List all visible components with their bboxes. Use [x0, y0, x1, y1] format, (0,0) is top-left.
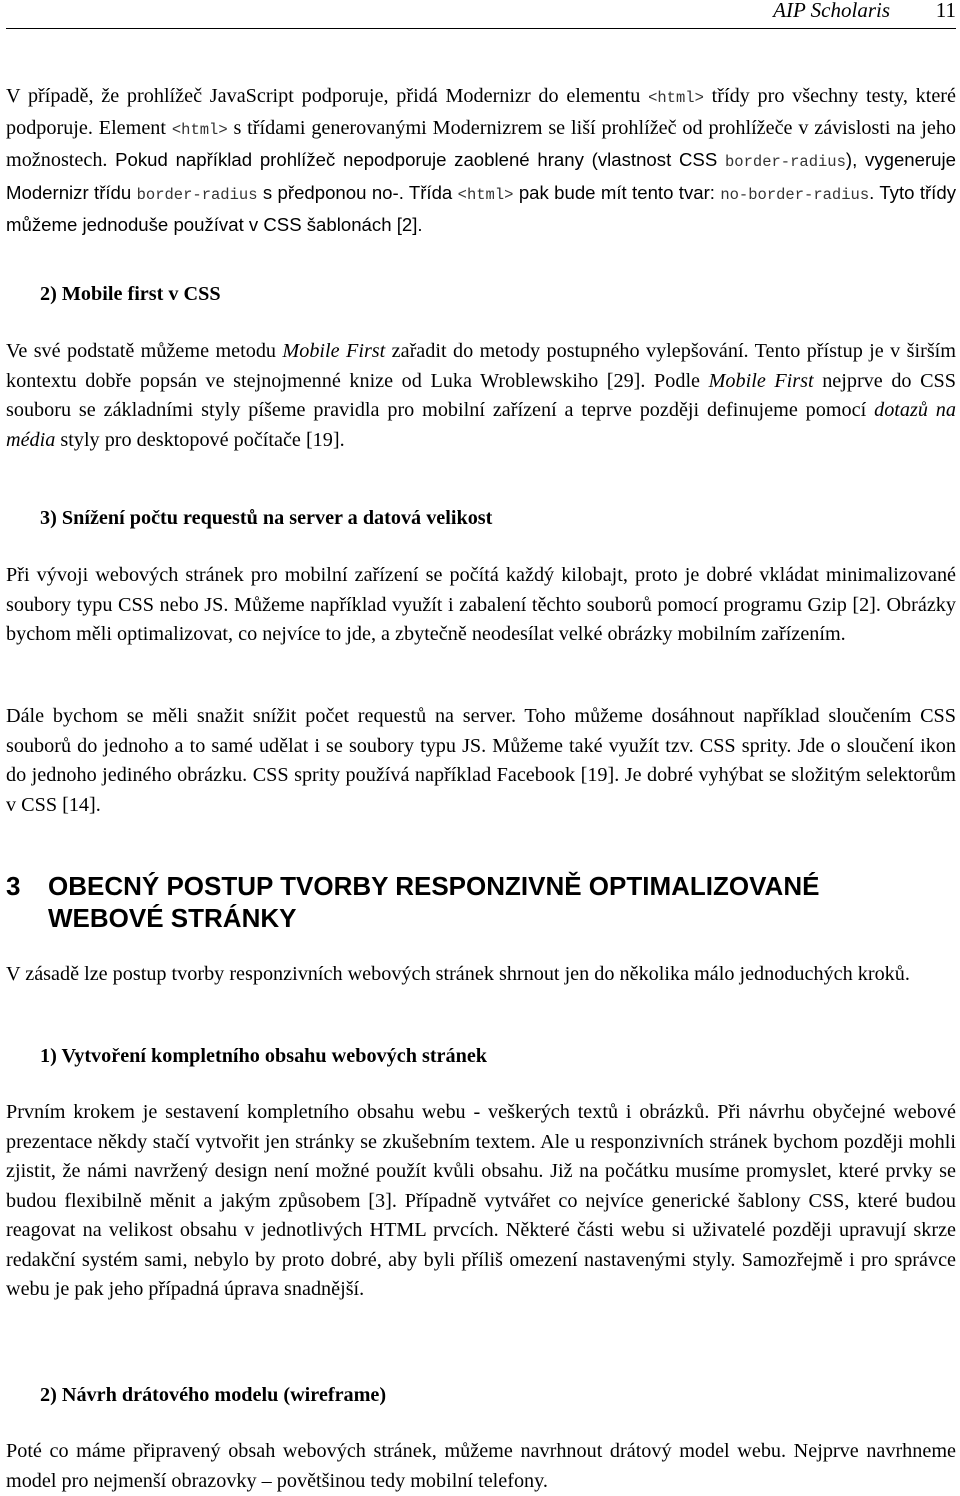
code-border-radius: border-radius — [136, 185, 258, 204]
text-run: Ve své podstatě můžeme metodu — [6, 340, 283, 362]
heading-number: 1) — [40, 1045, 57, 1067]
paragraph-content: Prvním krokem je sestavení kompletního obsahu webu - veškerých textů i obrázků. Při návrhu obyčejné webové prezentace někdy stačí vytvořit jen stránky se zkušebním textem. Ale u responzivních stránek bychom později mohli zjistit, že námi navržený design není možné použít kvůli obsahu. Již na počátku musíme promyslet, které prvky se budou flexibilně měnit a jakým způsobem [3]. Případně vytvářet co nejvíce generické šablony CSS, které budou reagovat na velikost obsahu v jednotlivých HTML prvcích. Některé části webu si uživatelé později upravují skrze redakční systém sami, nebylo by proto dobré, aby byli příliš omezení nastavenými styly. Samozřejmě i pro správce webu je pak jeho případná úprava snadnější. — [6, 1101, 956, 1300]
code-html: <html> — [457, 185, 514, 204]
emphasis: Mobile First — [282, 340, 386, 362]
code-html: <html> — [648, 89, 704, 107]
emphasis: Mobile First — [708, 369, 814, 392]
paragraph-modernizr — [6, 82, 956, 241]
heading-number: 3) — [40, 507, 57, 529]
text-run: zařadit do metody postupného vylepšování. Tento přístup je v širším kontextu dobře popsán ve stejnojmenné knize od Luka Wroblewskiho [29]. Podle — [6, 340, 956, 392]
heading-text: Snížení počtu requestů na server a datová velikost — [61, 507, 493, 529]
text-run: . Tyto třídy můžeme jednoduše používat v CSS šablonách [2]. — [6, 181, 956, 235]
code-html: <html> — [171, 120, 228, 139]
paragraph-mobile-first — [6, 337, 956, 455]
text-run: Pokud například prohlížeč nepodporuje zaoblené hrany (vlastnost CSS — [115, 149, 725, 170]
heading-number: 2) — [40, 283, 57, 305]
paragraph-file-size: Při vývoji webových stránek pro mobilní zařízení se počítá každý kilobajt, proto je dobré vkládat minimalizované soubory typu CSS nebo JS. Můžeme například využít i zabalení těchto souborů pomocí programu Gzip [2]. Obrázky bychom měli optimalizovat, co nejvíce to jde, a zbytečně neodesílat velké obrázky mobilním zařízením. — [6, 564, 956, 645]
heading-number: 2) — [40, 1384, 57, 1406]
page-number: 11 — [935, 0, 956, 22]
text-run: s třídami generovanými Modernizrem se liší prohlížeč od prohlížeče v závislosti na jeho možnostech. — [6, 116, 957, 171]
chapter-number: 3 — [6, 871, 21, 901]
page-header — [6, 0, 956, 29]
emphasis: dotazů na média — [6, 399, 956, 451]
heading-text: Návrh drátového modelu (wireframe) — [61, 1384, 387, 1406]
paragraph-wireframe: Poté co máme připravený obsah webových stránek, můžeme navrhnout drátový model webu. Nejprve navrhneme model pro nejmenší obrazovky – povětšinou tedy mobilní telefony. — [6, 1440, 956, 1492]
heading-requests — [40, 507, 492, 530]
code-border-radius: border-radius — [724, 153, 846, 171]
text-run: ), vygeneruje Modernizr třídu — [6, 149, 956, 203]
heading-text: Mobile first v CSS — [61, 283, 221, 305]
chapter-heading — [6, 870, 956, 934]
text-run: styly pro desktopové počítače [19]. — [55, 428, 345, 451]
text-run: pak bude mít tento tvar: — [513, 181, 721, 203]
paragraph-requests: Dále bychom se měli snažit snížit počet requestů na server. Toho můžeme dosáhnout například sloučením CSS souborů do jednoho a to samé udělat i se soubory typu JS. Můžeme také využít tzv. CSS sprity. Jde o sloučení ikon do jednoho jediného obrázku. CSS sprity používá například Facebook [19]. Je dobré vyhýbat se složitým selektorům v CSS [14]. — [6, 705, 956, 816]
heading-mobile-first — [40, 283, 221, 306]
heading-content — [40, 1045, 487, 1068]
text-run: s předponou no-. Třída — [257, 181, 458, 203]
text-run: třídy pro všechny testy, které podporuje. Element — [6, 85, 956, 139]
heading-text: Vytvoření kompletního obsahu webových stránek — [61, 1045, 488, 1067]
journal-title: AIP Scholaris — [773, 0, 890, 22]
text-run: V případě, že prohlížeč JavaScript podporuje, přidá Modernizr do elementu — [6, 85, 649, 107]
text-run: nejprve do CSS souboru se základními styly píšeme pravidla pro mobilní zařízení a teprve později definujeme pomocí — [6, 369, 956, 421]
heading-wireframe — [40, 1384, 386, 1407]
chapter-title-line1: OBECNÝ POSTUP TVORBY RESPONZIVNĚ OPTIMALIZOVANÉ — [48, 871, 820, 901]
code-no-border-radius: no-border-radius — [720, 185, 870, 204]
chapter-title-line2: WEBOVÉ STRÁNKY — [48, 903, 297, 933]
paragraph-intro: V zásadě lze postup tvorby responzivních webových stránek shrnout jen do několika málo jednoduchých kroků. — [6, 963, 910, 985]
